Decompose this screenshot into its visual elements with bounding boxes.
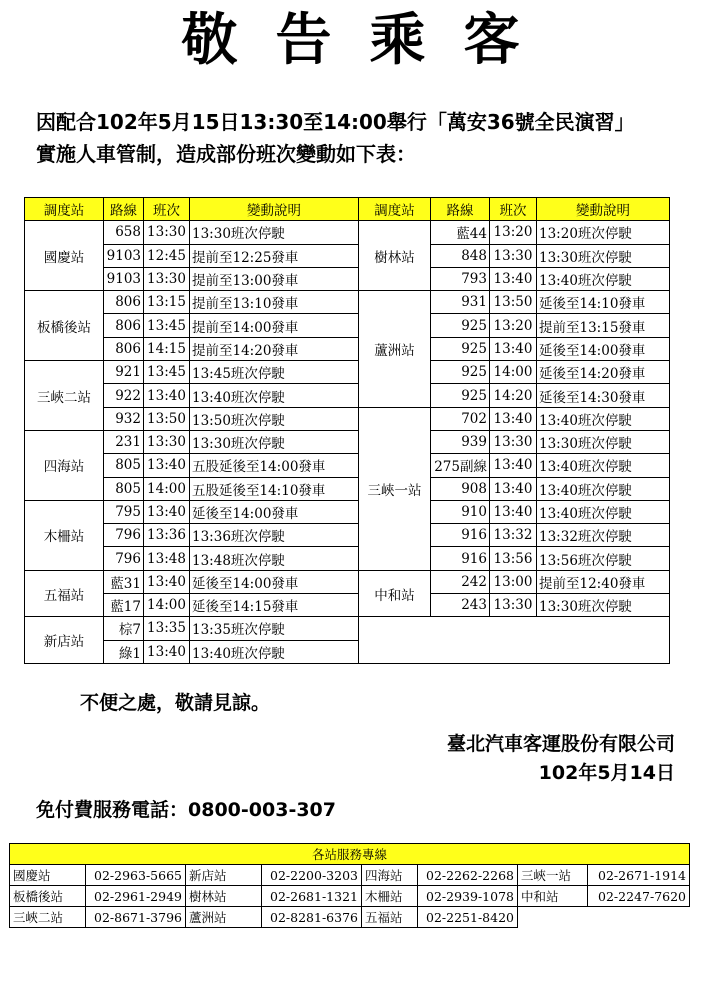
change-description: 延後至14:00發車 — [190, 570, 359, 593]
route-number: 921 — [104, 361, 144, 384]
route-number: 908 — [431, 477, 490, 500]
table-row — [25, 361, 670, 384]
header-change: 變動說明 — [190, 198, 359, 221]
table-row — [25, 384, 670, 407]
change-description: 13:40班次停駛 — [537, 477, 670, 500]
service-phone: 02-2681-1321 — [262, 886, 362, 907]
header-route: 路線 — [431, 198, 490, 221]
change-description: 延後至14:30發車 — [537, 384, 670, 407]
departure-time: 13:32 — [490, 524, 537, 547]
table-row — [25, 524, 670, 547]
service-station: 蘆洲站 — [186, 907, 262, 928]
route-number: 9103 — [104, 244, 144, 267]
service-phone: 02-2961-2949 — [86, 886, 186, 907]
route-number: 藍17 — [104, 594, 144, 617]
table-row — [25, 337, 670, 360]
route-number: 932 — [104, 407, 144, 430]
change-description: 13:45班次停駛 — [190, 361, 359, 384]
change-description: 13:40班次停駛 — [537, 267, 670, 290]
change-description: 13:56班次停駛 — [537, 547, 670, 570]
route-number: 243 — [431, 594, 490, 617]
header-station: 調度站 — [25, 198, 104, 221]
hotline-label: 免付費服務電話： — [36, 799, 189, 821]
departure-time: 13:40 — [490, 500, 537, 523]
table-row — [25, 547, 670, 570]
route-number: 796 — [104, 547, 144, 570]
service-phone: 02-2939-1078 — [418, 886, 518, 907]
change-description: 延後至14:00發車 — [190, 500, 359, 523]
departure-time: 13:40 — [144, 454, 190, 477]
route-number: 806 — [104, 291, 144, 314]
departure-time: 13:50 — [144, 407, 190, 430]
route-number: 931 — [431, 291, 490, 314]
change-description: 13:36班次停駛 — [190, 524, 359, 547]
dispatch-station: 樹林站 — [359, 221, 431, 291]
route-number: 805 — [104, 454, 144, 477]
change-description: 13:30班次停駛 — [190, 430, 359, 453]
departure-time: 13:40 — [144, 570, 190, 593]
service-station: 樹林站 — [186, 886, 262, 907]
route-number: 848 — [431, 244, 490, 267]
change-description: 13:20班次停駛 — [537, 221, 670, 244]
departure-time: 13:36 — [144, 524, 190, 547]
dispatch-station: 板橋後站 — [25, 291, 104, 361]
change-description: 延後至14:10發車 — [537, 291, 670, 314]
route-number: 796 — [104, 524, 144, 547]
service-phone: 02-2200-3203 — [262, 865, 362, 886]
change-description: 13:48班次停駛 — [190, 547, 359, 570]
change-description: 提前至14:00發車 — [190, 314, 359, 337]
change-description: 13:40班次停駛 — [537, 454, 670, 477]
table-row — [25, 291, 670, 314]
service-station: 五福站 — [362, 907, 418, 928]
route-number: 275副線 — [431, 454, 490, 477]
departure-time: 14:15 — [144, 337, 190, 360]
service-station: 板橋後站 — [10, 886, 86, 907]
departure-time: 13:20 — [490, 314, 537, 337]
header-route: 路線 — [104, 198, 144, 221]
route-number: 棕7 — [104, 617, 144, 640]
route-number: 925 — [431, 361, 490, 384]
service-station: 中和站 — [518, 886, 588, 907]
service-station: 國慶站 — [10, 865, 86, 886]
table-row — [25, 314, 670, 337]
departure-time: 13:30 — [144, 221, 190, 244]
header-change: 變動說明 — [537, 198, 670, 221]
apology-text: 不便之處，敬請見諒。 — [80, 692, 271, 714]
change-description: 13:40班次停駛 — [190, 640, 359, 663]
header-departure: 班次 — [144, 198, 190, 221]
departure-time: 13:40 — [490, 267, 537, 290]
departure-time: 13:30 — [144, 430, 190, 453]
service-lines-header: 各站服務專線 — [10, 844, 690, 865]
departure-time: 13:30 — [144, 267, 190, 290]
service-station: 新店站 — [186, 865, 262, 886]
departure-time: 12:45 — [144, 244, 190, 267]
service-phone: 02-2247-7620 — [588, 886, 690, 907]
table-row — [25, 617, 670, 640]
change-description: 13:30班次停駛 — [537, 430, 670, 453]
departure-time: 13:00 — [490, 570, 537, 593]
departure-time: 13:40 — [490, 454, 537, 477]
departure-time: 13:56 — [490, 547, 537, 570]
service-phone: 02-2671-1914 — [588, 865, 690, 886]
notice-intro — [36, 106, 686, 170]
change-description: 五股延後至14:10發車 — [190, 477, 359, 500]
change-description: 提前至13:10發車 — [190, 291, 359, 314]
route-number: 702 — [431, 407, 490, 430]
change-description: 13:30班次停駛 — [537, 594, 670, 617]
departure-time: 13:40 — [144, 500, 190, 523]
table-row — [25, 267, 670, 290]
change-description: 13:32班次停駛 — [537, 524, 670, 547]
table-row — [25, 477, 670, 500]
departure-time: 14:20 — [490, 384, 537, 407]
service-phone: 02-2251-8420 — [418, 907, 518, 928]
dispatch-station: 中和站 — [359, 570, 431, 617]
service-row — [10, 907, 690, 928]
change-description: 13:50班次停駛 — [190, 407, 359, 430]
service-phone: 02-2262-2268 — [418, 865, 518, 886]
route-number: 藍44 — [431, 221, 490, 244]
service-station: 三峽二站 — [10, 907, 86, 928]
dispatch-station: 木柵站 — [25, 500, 104, 570]
dispatch-station: 四海站 — [25, 430, 104, 500]
departure-time: 14:00 — [490, 361, 537, 384]
route-number: 806 — [104, 337, 144, 360]
departure-time: 13:45 — [144, 314, 190, 337]
departure-time: 13:30 — [490, 244, 537, 267]
route-number: 925 — [431, 384, 490, 407]
dispatch-station: 蘆洲站 — [359, 291, 431, 407]
route-number: 242 — [431, 570, 490, 593]
station-service-lines-table — [9, 843, 690, 928]
departure-time: 13:40 — [144, 384, 190, 407]
departure-time: 13:50 — [490, 291, 537, 314]
route-number: 925 — [431, 314, 490, 337]
change-description: 13:30班次停駛 — [190, 221, 359, 244]
dispatch-station: 三峽二站 — [25, 361, 104, 431]
table-row — [25, 570, 670, 593]
route-number: 9103 — [104, 267, 144, 290]
header-station: 調度站 — [359, 198, 431, 221]
change-description: 延後至14:15發車 — [190, 594, 359, 617]
table-row — [25, 454, 670, 477]
table-row — [25, 244, 670, 267]
departure-time: 13:40 — [490, 337, 537, 360]
change-description: 13:40班次停駛 — [537, 500, 670, 523]
departure-time: 14:00 — [144, 477, 190, 500]
table-row — [25, 430, 670, 453]
departure-time: 13:30 — [490, 430, 537, 453]
dispatch-station: 國慶站 — [25, 221, 104, 291]
change-description: 提前至14:20發車 — [190, 337, 359, 360]
change-description: 提前至12:25發車 — [190, 244, 359, 267]
notice-title: 敬告乘客 — [181, 8, 558, 73]
change-description: 13:35班次停駛 — [190, 617, 359, 640]
departure-time: 14:00 — [144, 594, 190, 617]
route-number: 806 — [104, 314, 144, 337]
departure-time: 13:40 — [490, 407, 537, 430]
route-number: 939 — [431, 430, 490, 453]
departure-time: 13:45 — [144, 361, 190, 384]
change-description: 提前至13:00發車 — [190, 267, 359, 290]
route-number: 805 — [104, 477, 144, 500]
change-description: 延後至14:20發車 — [537, 361, 670, 384]
service-phone: 02-8281-6376 — [262, 907, 362, 928]
empty-cell — [359, 617, 670, 664]
route-number: 231 — [104, 430, 144, 453]
change-description: 13:30班次停駛 — [537, 244, 670, 267]
empty-cell — [518, 907, 690, 928]
change-description: 提前至12:40發車 — [537, 570, 670, 593]
route-number: 綠1 — [104, 640, 144, 663]
schedule-change-table — [24, 197, 670, 664]
departure-time: 13:30 — [490, 594, 537, 617]
signature-block — [447, 730, 675, 788]
service-station: 木柵站 — [362, 886, 418, 907]
intro-line-2: 實施人車管制，造成部份班次變動如下表： — [36, 142, 416, 166]
departure-time: 13:48 — [144, 547, 190, 570]
intro-line-1: 因配合102年5月15日13:30至14:00舉行「萬安36號全民演習」 — [36, 110, 635, 134]
route-number: 藍31 — [104, 570, 144, 593]
departure-time: 13:35 — [144, 617, 190, 640]
hotline — [36, 795, 336, 822]
dispatch-station: 三峽一站 — [359, 407, 431, 570]
departure-time: 13:20 — [490, 221, 537, 244]
route-number: 922 — [104, 384, 144, 407]
schedule-header-row — [25, 198, 670, 221]
hotline-number: 0800-003-307 — [188, 799, 336, 821]
change-description: 五股延後至14:00發車 — [190, 454, 359, 477]
route-number: 793 — [431, 267, 490, 290]
route-number: 925 — [431, 337, 490, 360]
table-row — [25, 500, 670, 523]
route-number: 795 — [104, 500, 144, 523]
company-name: 臺北汽車客運股份有限公司 — [446, 733, 675, 755]
change-description: 13:40班次停駛 — [537, 407, 670, 430]
table-row — [25, 221, 670, 244]
route-number: 658 — [104, 221, 144, 244]
service-row — [10, 865, 690, 886]
change-description: 延後至14:00發車 — [537, 337, 670, 360]
service-phone: 02-2963-5665 — [86, 865, 186, 886]
route-number: 916 — [431, 547, 490, 570]
table-row — [25, 407, 670, 430]
service-phone: 02-8671-3796 — [86, 907, 186, 928]
departure-time: 13:40 — [490, 477, 537, 500]
service-row — [10, 886, 690, 907]
change-description: 提前至13:15發車 — [537, 314, 670, 337]
dispatch-station: 新店站 — [25, 617, 104, 664]
notice-date: 102年5月14日 — [538, 762, 675, 784]
change-description: 13:40班次停駛 — [190, 384, 359, 407]
route-number: 910 — [431, 500, 490, 523]
header-departure: 班次 — [490, 198, 537, 221]
departure-time: 13:40 — [144, 640, 190, 663]
table-row — [25, 594, 670, 617]
departure-time: 13:15 — [144, 291, 190, 314]
dispatch-station: 五福站 — [25, 570, 104, 617]
service-station: 三峽一站 — [518, 865, 588, 886]
route-number: 916 — [431, 524, 490, 547]
service-station: 四海站 — [362, 865, 418, 886]
